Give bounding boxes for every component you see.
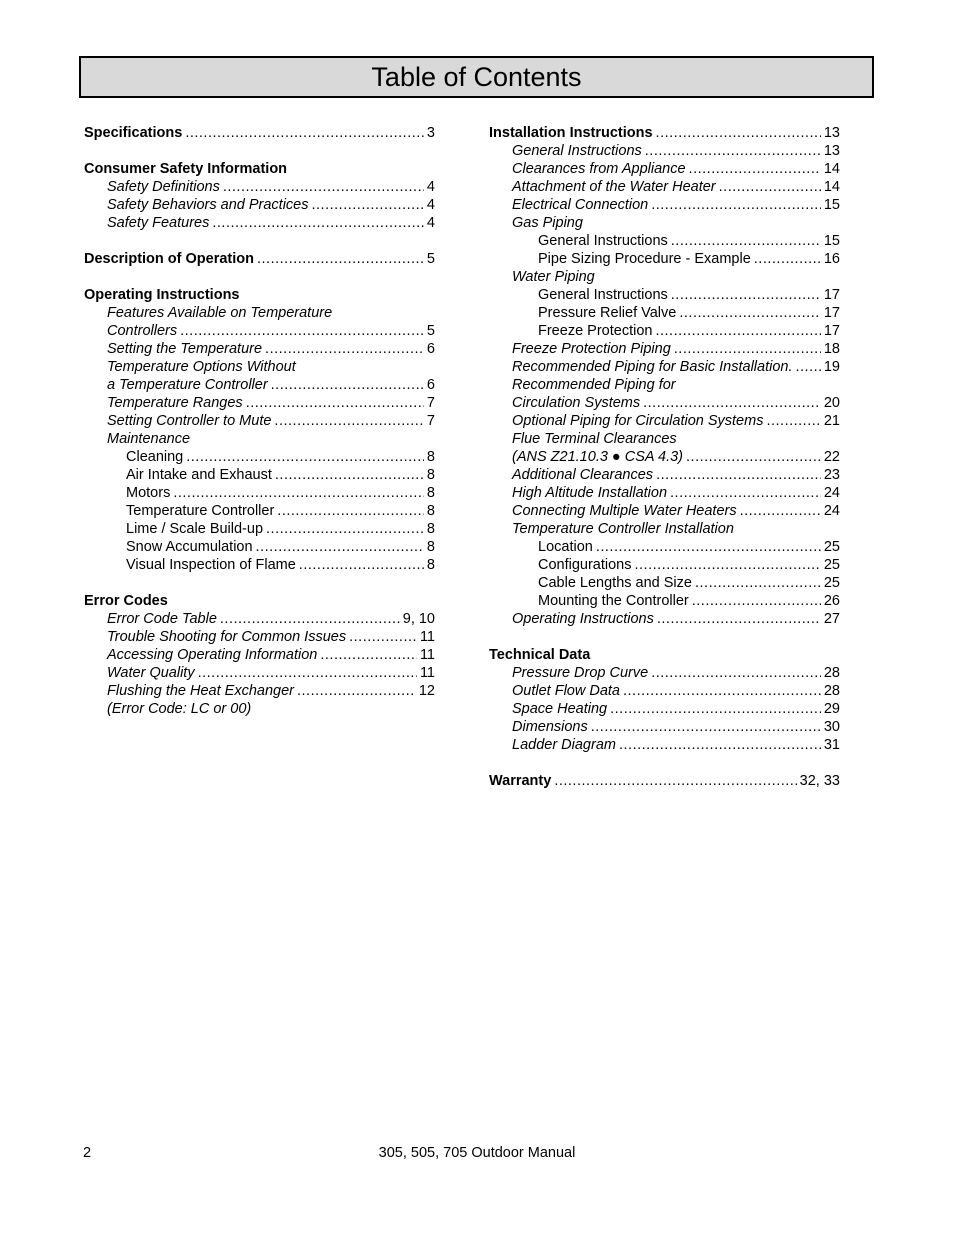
- toc-dot-leader: [297, 682, 416, 700]
- toc-page-number: 3: [426, 125, 435, 141]
- toc-page-number: 6: [426, 341, 435, 357]
- toc-entry: [489, 160, 840, 178]
- toc-entry: [489, 358, 840, 376]
- toc-dot-leader: [185, 124, 424, 142]
- toc-dot-leader: [645, 142, 821, 160]
- toc-page-number: 11: [419, 629, 435, 645]
- toc-dot-leader: [754, 250, 821, 268]
- toc-entry: [489, 142, 840, 160]
- toc-entry-label: Pressure Relief Valve: [538, 305, 677, 321]
- toc-page-number: 27: [823, 611, 840, 627]
- toc-entry-label: Dimensions: [512, 719, 588, 735]
- toc-entry-label: Error Codes: [84, 593, 168, 609]
- toc-entry: [489, 682, 840, 700]
- toc-entry-label: Attachment of the Water Heater: [512, 179, 716, 195]
- toc-dot-leader: [689, 160, 821, 178]
- toc-entry: [489, 520, 840, 538]
- toc-entry-label: Maintenance: [107, 431, 191, 447]
- toc-page-number: 23: [823, 467, 840, 483]
- toc-entry: [84, 160, 435, 178]
- toc-dot-leader: [265, 340, 424, 358]
- toc-entry: [84, 412, 435, 430]
- footer-page-number: 2: [83, 1145, 92, 1161]
- toc-entry: [489, 286, 840, 304]
- toc-entry-label: Installation Instructions: [489, 125, 653, 141]
- toc-left-column: [84, 124, 435, 718]
- toc-dot-leader: [320, 646, 417, 664]
- toc-entry-label: Technical Data: [489, 647, 591, 663]
- toc-entry-label: Flushing the Heat Exchanger: [107, 683, 294, 699]
- toc-entry-label: Location: [538, 539, 593, 555]
- toc-entry: [84, 664, 435, 682]
- toc-entry: [489, 664, 840, 682]
- toc-dot-leader: [679, 304, 821, 322]
- toc-entry-label: Warranty: [489, 773, 552, 789]
- toc-entry: [84, 214, 435, 232]
- toc-dot-leader: [740, 502, 821, 520]
- toc-entry: [489, 610, 840, 628]
- toc-entry: [489, 232, 840, 250]
- toc-dot-leader: [670, 484, 821, 502]
- toc-entry: [84, 520, 435, 538]
- toc-page-number: 9, 10: [402, 611, 435, 627]
- toc-page-number: 25: [823, 539, 840, 555]
- toc-entry: [84, 646, 435, 664]
- toc-entry-label: Temperature Controller Installation: [512, 521, 734, 537]
- toc-entry-label: Snow Accumulation: [126, 539, 253, 555]
- toc-entry-label: Lime / Scale Build-up: [126, 521, 264, 537]
- toc-entry: [489, 250, 840, 268]
- toc-entry-label: Specifications: [84, 125, 183, 141]
- toc-page-number: 8: [426, 467, 435, 483]
- toc-page-number: 26: [823, 593, 840, 609]
- toc-page-number: 15: [823, 197, 840, 213]
- toc-entry-label: Visual Inspection of Flame: [126, 557, 296, 573]
- toc-entry: [84, 250, 435, 268]
- toc-entry: [489, 484, 840, 502]
- toc-entry-label: Gas Piping: [512, 215, 583, 231]
- toc-dot-leader: [299, 556, 424, 574]
- toc-entry-label: Configurations: [538, 557, 632, 573]
- toc-dot-leader: [186, 448, 424, 466]
- toc-entry-label: Recommended Piping for Basic Installation.: [512, 359, 793, 375]
- toc-entry: [84, 448, 435, 466]
- toc-dot-leader: [651, 664, 821, 682]
- toc-entry-label: Pressure Drop Curve: [512, 665, 649, 681]
- toc-entry: [84, 394, 435, 412]
- toc-entry: [489, 394, 840, 412]
- toc-entry: [489, 700, 840, 718]
- toc-page-number: 11: [419, 647, 435, 663]
- toc-page-number: 4: [426, 197, 435, 213]
- toc-page-number: 25: [823, 575, 840, 591]
- toc-page-number: 18: [823, 341, 840, 357]
- toc-page-number: 16: [823, 251, 840, 267]
- toc-page-number: 21: [823, 413, 840, 429]
- toc-entry-label: Air Intake and Exhaust: [126, 467, 272, 483]
- toc-entry-label: Freeze Protection Piping: [512, 341, 671, 357]
- toc-entry-label: Cable Lengths and Size: [538, 575, 692, 591]
- toc-entry-label: (Error Code: LC or 00): [107, 701, 252, 717]
- toc-page-number: 7: [426, 395, 435, 411]
- toc-page-number: 4: [426, 215, 435, 231]
- toc-dot-leader: [212, 214, 424, 232]
- toc-dot-leader: [173, 484, 424, 502]
- toc-entry: [84, 178, 435, 196]
- toc-dot-leader: [271, 376, 424, 394]
- toc-spacer: [489, 754, 840, 772]
- toc-entry: [489, 196, 840, 214]
- toc-page-number: 11: [419, 665, 435, 681]
- toc-entry-label: Additional Clearances: [512, 467, 654, 483]
- toc-entry-label: Clearances from Appliance: [512, 161, 686, 177]
- toc-entry: [489, 556, 840, 574]
- toc-entry-label: Temperature Options Without: [107, 359, 296, 375]
- toc-entry-label: Flue Terminal Clearances: [512, 431, 677, 447]
- toc-spacer: [84, 142, 435, 160]
- toc-entry-label: Pipe Sizing Procedure - Example: [538, 251, 751, 267]
- toc-entry: [84, 682, 435, 700]
- toc-entry: [84, 538, 435, 556]
- toc-entry-label: Setting the Temperature: [107, 341, 263, 357]
- toc-entry-label: Temperature Ranges: [107, 395, 243, 411]
- toc-page-number: 13: [823, 143, 840, 159]
- toc-page-number: 8: [426, 449, 435, 465]
- toc-title-box: [79, 56, 874, 98]
- toc-page-number: 14: [823, 179, 840, 195]
- toc-page-number: 31: [823, 737, 840, 753]
- toc-entry: [489, 340, 840, 358]
- toc-dot-leader: [695, 574, 821, 592]
- toc-page-number: 5: [426, 323, 435, 339]
- toc-dot-leader: [610, 700, 821, 718]
- toc-entry-label: Description of Operation: [84, 251, 254, 267]
- toc-entry-label: General Instructions: [538, 233, 668, 249]
- toc-entry: [84, 340, 435, 358]
- toc-entry-label: Outlet Flow Data: [512, 683, 620, 699]
- toc-entry-label: Error Code Table: [107, 611, 217, 627]
- toc-spacer: [489, 628, 840, 646]
- toc-entry: [489, 772, 840, 790]
- toc-page-number: 14: [823, 161, 840, 177]
- toc-entry-label: Ladder Diagram: [512, 737, 616, 753]
- toc-entry-label: Water Quality: [107, 665, 195, 681]
- toc-dot-leader: [277, 502, 424, 520]
- toc-page-number: 15: [823, 233, 840, 249]
- toc-spacer: [84, 232, 435, 250]
- toc-page-number: 8: [426, 539, 435, 555]
- toc-entry: [489, 304, 840, 322]
- toc-entry: [84, 358, 435, 376]
- toc-entry-label: Operating Instructions: [512, 611, 654, 627]
- toc-page-number: 8: [426, 485, 435, 501]
- toc-spacer: [84, 574, 435, 592]
- toc-entry-label: Circulation Systems: [512, 395, 641, 411]
- toc-entry: [489, 646, 840, 664]
- toc-entry-label: Temperature Controller: [126, 503, 275, 519]
- toc-entry-label: Freeze Protection: [538, 323, 653, 339]
- toc-dot-leader: [312, 196, 424, 214]
- page-title: Table of Contents: [371, 61, 582, 92]
- toc-page-number: 19: [823, 359, 840, 375]
- toc-entry-label: Recommended Piping for: [512, 377, 676, 393]
- toc-entry-label: Optional Piping for Circulation Systems: [512, 413, 764, 429]
- toc-entry-label: Safety Behaviors and Practices: [107, 197, 309, 213]
- toc-dot-leader: [256, 538, 424, 556]
- toc-entry: [84, 610, 435, 628]
- toc-entry-label: Trouble Shooting for Common Issues: [107, 629, 347, 645]
- toc-entry-label: Features Available on Temperature: [107, 305, 333, 321]
- toc-page-number: 17: [823, 305, 840, 321]
- toc-entry: [489, 322, 840, 340]
- toc-entry-label: Controllers: [107, 323, 178, 339]
- toc-dot-leader: [257, 250, 424, 268]
- toc-dot-leader: [198, 664, 417, 682]
- toc-dot-leader: [635, 556, 821, 574]
- toc-entry-label: Setting Controller to Mute: [107, 413, 272, 429]
- toc-spacer: [84, 268, 435, 286]
- toc-right-column: [489, 124, 840, 790]
- toc-page-number: 29: [823, 701, 840, 717]
- toc-page-number: 17: [823, 323, 840, 339]
- toc-entry-label: Motors: [126, 485, 171, 501]
- toc-dot-leader: [274, 412, 424, 430]
- toc-dot-leader: [591, 718, 821, 736]
- toc-dot-leader: [651, 196, 821, 214]
- toc-page-number: 25: [823, 557, 840, 573]
- toc-entry-label: Consumer Safety Information: [84, 161, 288, 177]
- toc-page-number: 32, 33: [799, 773, 840, 789]
- toc-entry-label: (ANS Z21.10.3 ● CSA 4.3): [512, 449, 684, 465]
- toc-entry-label: Accessing Operating Information: [107, 647, 318, 663]
- toc-dot-leader: [655, 322, 820, 340]
- toc-entry-label: Electrical Connection: [512, 197, 649, 213]
- toc-page-number: 24: [823, 485, 840, 501]
- toc-page-number: 8: [426, 557, 435, 573]
- toc-entry-label: Cleaning: [126, 449, 184, 465]
- toc-entry: [84, 124, 435, 142]
- toc-page-number: 12: [418, 683, 435, 699]
- toc-dot-leader: [349, 628, 417, 646]
- toc-entry: [84, 376, 435, 394]
- toc-entry: [489, 736, 840, 754]
- toc-entry: [84, 430, 435, 448]
- toc-entry: [489, 124, 840, 142]
- toc-page-number: 20: [823, 395, 840, 411]
- toc-entry: [489, 592, 840, 610]
- toc-entry: [489, 448, 840, 466]
- toc-entry: [84, 556, 435, 574]
- toc-entry-label: High Altitude Installation: [512, 485, 668, 501]
- toc-page-number: 4: [426, 179, 435, 195]
- toc-dot-leader: [656, 124, 821, 142]
- toc-entry: [489, 412, 840, 430]
- toc-dot-leader: [266, 520, 424, 538]
- toc-entry-label: Operating Instructions: [84, 287, 240, 303]
- toc-entry: [84, 286, 435, 304]
- toc-page-number: 8: [426, 521, 435, 537]
- toc-page-number: 8: [426, 503, 435, 519]
- toc-dot-leader: [246, 394, 424, 412]
- toc-entry: [489, 214, 840, 232]
- toc-entry: [84, 466, 435, 484]
- toc-entry-label: Connecting Multiple Water Heaters: [512, 503, 737, 519]
- toc-entry: [489, 178, 840, 196]
- toc-entry: [489, 430, 840, 448]
- toc-entry: [489, 466, 840, 484]
- toc-page-number: 13: [823, 125, 840, 141]
- toc-dot-leader: [220, 610, 400, 628]
- toc-entry: [84, 196, 435, 214]
- toc-dot-leader: [692, 592, 821, 610]
- toc-entry: [84, 628, 435, 646]
- toc-dot-leader: [596, 538, 821, 556]
- toc-entry: [489, 268, 840, 286]
- toc-page-number: 24: [823, 503, 840, 519]
- toc-dot-leader: [623, 682, 821, 700]
- toc-entry: [489, 376, 840, 394]
- toc-dot-leader: [643, 394, 821, 412]
- toc-page-number: 6: [426, 377, 435, 393]
- toc-entry-label: a Temperature Controller: [107, 377, 268, 393]
- toc-entry-label: General Instructions: [538, 287, 668, 303]
- toc-dot-leader: [674, 340, 821, 358]
- toc-dot-leader: [180, 322, 424, 340]
- toc-entry: [84, 304, 435, 322]
- toc-dot-leader: [671, 232, 821, 250]
- toc-dot-leader: [686, 448, 821, 466]
- toc-entry: [489, 718, 840, 736]
- toc-dot-leader: [671, 286, 821, 304]
- toc-entry: [84, 592, 435, 610]
- toc-entry: [84, 502, 435, 520]
- toc-page-number: 7: [426, 413, 435, 429]
- toc-dot-leader: [223, 178, 424, 196]
- toc-entry: [84, 700, 435, 718]
- toc-page-number: 30: [823, 719, 840, 735]
- toc-entry-label: Water Piping: [512, 269, 595, 285]
- toc-entry: [489, 574, 840, 592]
- toc-entry-label: Mounting the Controller: [538, 593, 689, 609]
- toc-dot-leader: [766, 412, 820, 430]
- toc-page-number: 28: [823, 665, 840, 681]
- toc-dot-leader: [554, 772, 796, 790]
- toc-page-number: 28: [823, 683, 840, 699]
- toc-entry: [489, 538, 840, 556]
- toc-entry: [84, 322, 435, 340]
- toc-page-number: 5: [426, 251, 435, 267]
- footer-manual-title: 305, 505, 705 Outdoor Manual: [378, 1145, 576, 1161]
- toc-dot-leader: [619, 736, 821, 754]
- toc-page-number: 17: [823, 287, 840, 303]
- toc-entry: [489, 502, 840, 520]
- toc-dot-leader: [795, 358, 820, 376]
- toc-entry: [84, 484, 435, 502]
- toc-dot-leader: [657, 610, 821, 628]
- toc-entry-label: Safety Definitions: [107, 179, 220, 195]
- toc-entry-label: Space Heating: [512, 701, 608, 717]
- toc-dot-leader: [719, 178, 821, 196]
- toc-entry-label: Safety Features: [107, 215, 210, 231]
- toc-dot-leader: [275, 466, 424, 484]
- toc-page-number: 22: [823, 449, 840, 465]
- toc-dot-leader: [656, 466, 821, 484]
- toc-entry-label: General Instructions: [512, 143, 642, 159]
